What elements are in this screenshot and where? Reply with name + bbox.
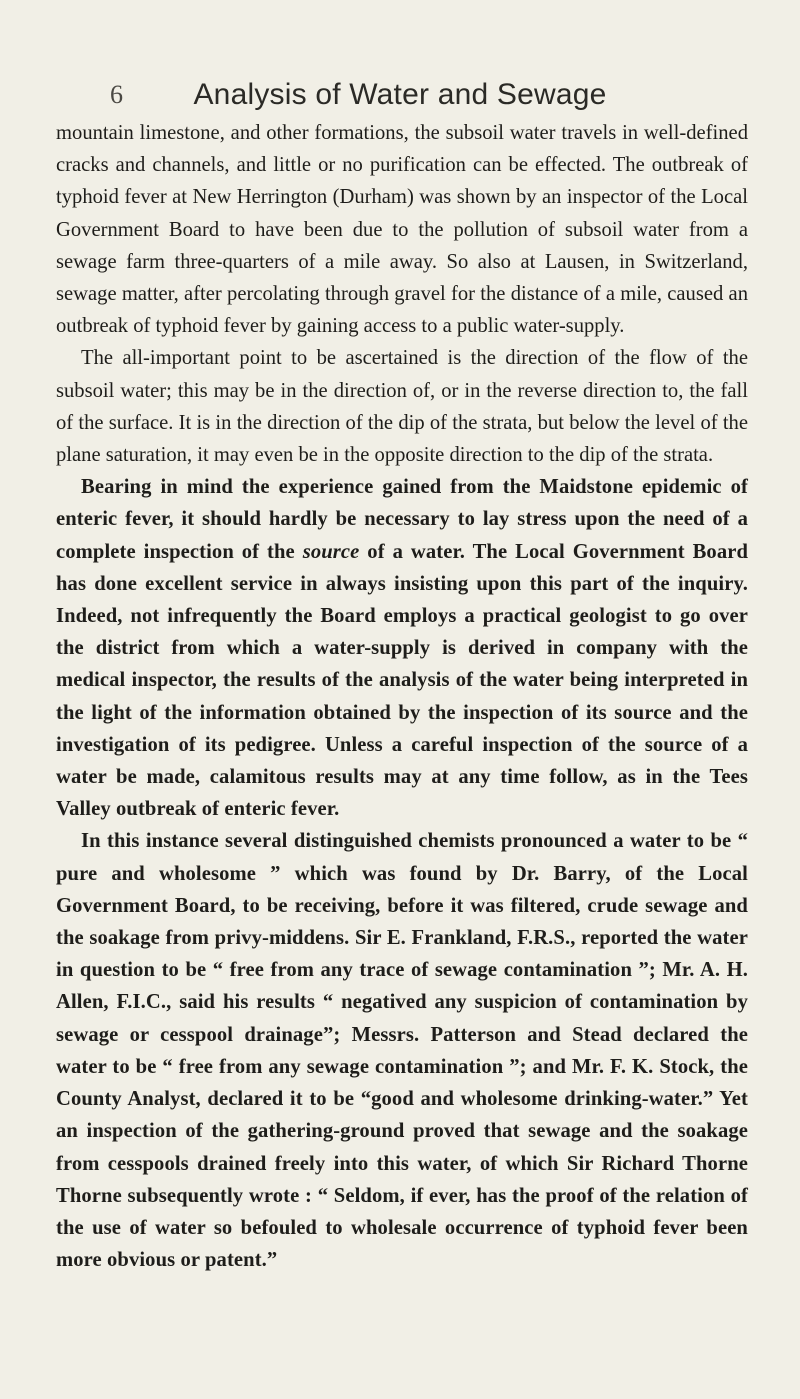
paragraph-source-inspection-part-1: Bearing in mind the experience gained from the Maidstone epidemic of enteric fever, it should hardly be necessary to lay stress upon the need of a complete inspection of the — [56, 476, 748, 563]
page-header — [54, 0, 746, 132]
body-text — [56, 117, 748, 1276]
paragraph-source-inspection — [56, 471, 748, 825]
paragraph-flow-direction: The all-important point to be ascertained is the direction of the flow of the subsoil water; this may be in the direction of, or in the reverse direction to, the fall of the surface. It is in the direction of the dip of the strata, but below the level of the plane saturation, it may even be in the opposite direction to the dip of the strata. — [56, 347, 748, 467]
paragraph-tees-valley-instance: In this instance several distinguished chemists pronounced a water to be “ pure and wholesome ” which was found by Dr. Barry, of the Local Government Board, to be receiving, before it was filtered, crude sewage and the soakage from privy-middens. Sir E. Frankland, F.R.S., reported the water in question to be “ free from any trace of sewage contamination ”; Mr. A. H. Allen, F.I.C., said his results “ negatived any suspicion of contamination by sewage or cesspool drainage”; Messrs. Patterson and Stead declared the water to be “ free from any sewage contamination ”; and Mr. F. K. Stock, the County Analyst, declared it to be “good and wholesome drinking-water.” Yet an inspection of the gathering-ground proved that sewage and the soakage from cesspools drained freely into this water, of which Sir Richard Thorne Thorne subsequently wrote : “ Seldom, if ever, has the proof of the relation of the use of water so befouled to wholesale occurrence of typhoid fever been more obvious or patent.” — [56, 830, 748, 1272]
running-title: Analysis of Water and Sewage — [193, 78, 607, 111]
paragraph-subsoil-water: mountain limestone, and other formations, the subsoil water travels in well-defined cracks and channels, and little or no purification can be effected. The outbreak of typhoid fever at New Herrington (Durham) was shown by an inspector of the Local Government Board to have been due to the pollution of subsoil water from a sewage farm three-quarters of a mile away. So also at Lausen, in Switzerland, sewage matter, after percolating through gravel for the distance of a mile, caused an outbreak of typhoid fever by gaining access to a public water-supply. — [56, 122, 748, 338]
emphasized-source: source — [302, 540, 360, 563]
page-number: 6 — [110, 80, 123, 109]
paragraph-source-inspection-part-2: of a water. The Local Government Board has done excellent service in always insisting upon this part of the inquiry. Indeed, not infrequently the Board employs a practical geologist to go over the district from which a water-supply is derived in company with the medical inspector, the results of the analysis of the water being interpreted in the light of the information obtained by the inspection of its source and the investigation of its pedigree. Unless a careful inspection of the source of a water be made, calamitous results may at any time follow, as in the Tees Valley outbreak of enteric fever. — [56, 540, 749, 821]
